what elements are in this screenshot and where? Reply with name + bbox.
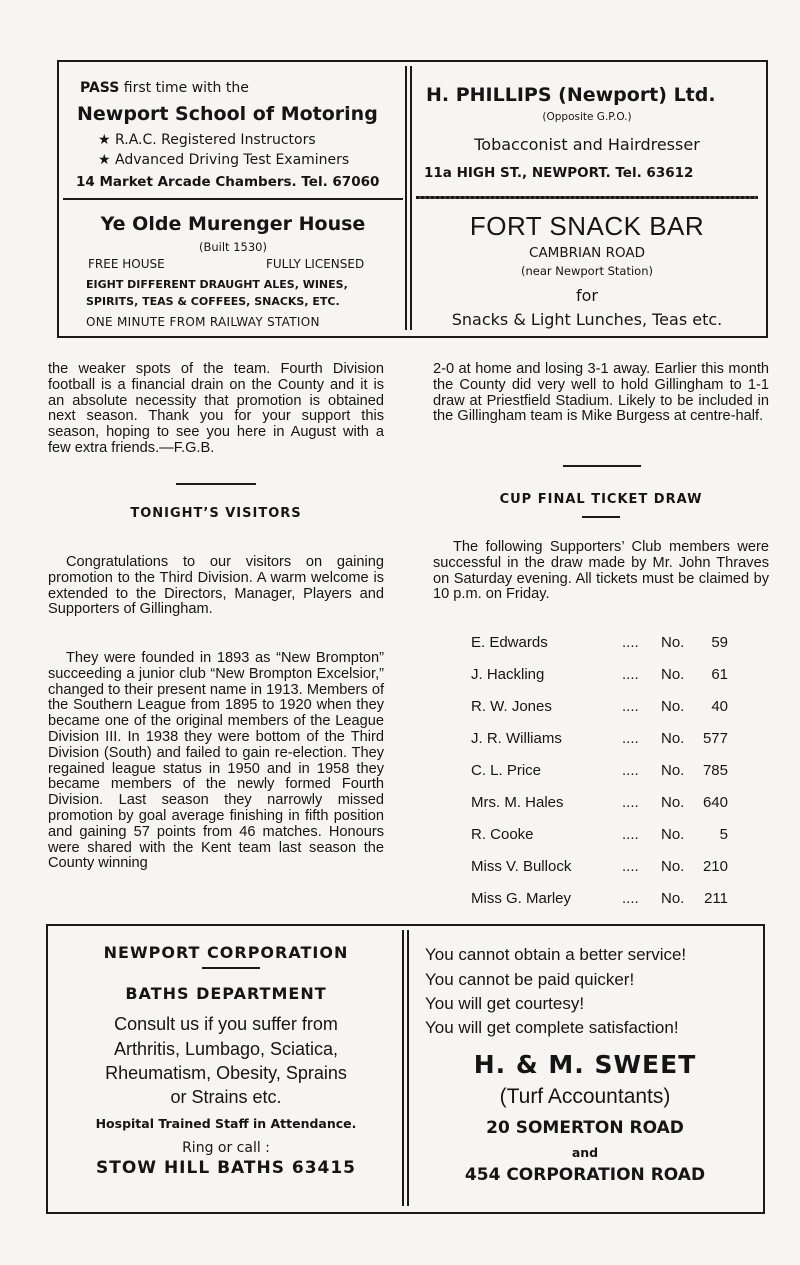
baths-phone: STOW HILL BATHS 63415 bbox=[95, 1158, 357, 1178]
baths-ring: Ring or call : bbox=[182, 1140, 270, 1156]
murenger-line: SPIRITS, TEAS & COFFEES, SNACKS, ETC. bbox=[86, 295, 340, 308]
winner-dots: .... bbox=[622, 890, 639, 907]
baths-staff: Hospital Trained Staff in Attendance. bbox=[95, 1116, 357, 1131]
winner-dots: .... bbox=[622, 826, 639, 843]
winner-number: 211 bbox=[704, 890, 728, 907]
winner-number: 61 bbox=[711, 666, 728, 683]
phillips-address: 11a HIGH ST., NEWPORT. Tel. 63612 bbox=[424, 165, 694, 181]
star-icon: ★ bbox=[98, 132, 111, 148]
draw-intro: The following Supporters’ Club members were successful in the draw made by Mr. John Thraves on Saturday evening. All tickets must be claimed by 10 p.m. on Friday. bbox=[433, 539, 769, 603]
motoring-item: ★ Advanced Driving Test Examiners bbox=[98, 152, 350, 168]
winner-dots: .... bbox=[622, 794, 639, 811]
winner-name: R. W. Jones bbox=[471, 698, 552, 715]
winner-dots: .... bbox=[622, 666, 639, 683]
left-divider bbox=[176, 483, 256, 485]
star-icon: ★ bbox=[98, 152, 111, 168]
snack-road: CAMBRIAN ROAD bbox=[529, 245, 645, 261]
murenger-licensed: FULLY LICENSED bbox=[266, 257, 365, 271]
winner-number: 785 bbox=[702, 762, 728, 779]
winner-dots: .... bbox=[622, 858, 639, 875]
winner-number: 577 bbox=[702, 730, 728, 747]
winner-no: No. bbox=[661, 762, 685, 779]
winner-no: No. bbox=[661, 826, 685, 843]
winner-name: J. Hackling bbox=[471, 666, 545, 683]
top-advert-divider bbox=[410, 66, 412, 330]
sweet-line: You cannot be paid quicker! bbox=[425, 970, 635, 989]
winner-dots: .... bbox=[622, 698, 639, 715]
winner-dots: .... bbox=[622, 762, 639, 779]
sweet-and: and bbox=[571, 1145, 599, 1160]
winner-dots: .... bbox=[622, 730, 639, 747]
sweet-trade: (Turf Accountants) bbox=[499, 1085, 671, 1108]
winner-name: Miss G. Marley bbox=[471, 890, 572, 907]
draw-heading: CUP FINAL TICKET DRAW bbox=[499, 492, 703, 507]
winner-name: J. R. Williams bbox=[471, 730, 562, 747]
phillips-trade: Tobacconist and Hairdresser bbox=[474, 135, 700, 154]
murenger-footer: ONE MINUTE FROM RAILWAY STATION bbox=[86, 315, 320, 329]
winner-no: No. bbox=[661, 858, 685, 875]
winner-no: No. bbox=[661, 666, 685, 683]
visitors-history: They were founded in 1893 as “New Brompton” succeeding a junior club “New Brompton Excelsior,” changed to their present name in 1913. Members of the Southern League from 1895 to 1920 when they became one of the original members of the League Division III. In 1938 they were bottom of the Third Division (South) and failed to gain re-election. They regained league status in 1950 and in 1958 they became members of the newly formed Fourth Division. Last season they narrowly missed promotion by goal average finishing in fifth position and gaining 57 points from 46 matches. Honours were shared with the Kent team last season the County winning bbox=[48, 650, 384, 872]
winner-no: No. bbox=[661, 890, 685, 907]
winner-number: 40 bbox=[711, 698, 728, 715]
murenger-free-house: FREE HOUSE bbox=[88, 257, 165, 271]
winner-no: No. bbox=[661, 698, 685, 715]
winner-number: 210 bbox=[702, 858, 728, 875]
bottom-advert-divider bbox=[402, 930, 404, 1206]
winner-no: No. bbox=[661, 634, 685, 651]
snack-name: FORT SNACK BAR bbox=[469, 211, 705, 241]
winner-number: 640 bbox=[702, 794, 728, 811]
sweet-address: 454 CORPORATION ROAD bbox=[464, 1165, 706, 1185]
baths-line: Rheumatism, Obesity, Sprains bbox=[105, 1063, 347, 1083]
sweet-address: 20 SOMERTON ROAD bbox=[486, 1118, 684, 1138]
baths-line: Consult us if you suffer from bbox=[114, 1014, 338, 1034]
winner-no: No. bbox=[661, 730, 685, 747]
baths-line: Arthritis, Lumbago, Sciatica, bbox=[113, 1039, 339, 1059]
right-intro: 2-0 at home and losing 3-1 away. Earlier this month the County did very well to hold Gillingham to 1-1 draw at Priestfield Stadium. Likely to be included in the Gillingham team is Mike Burgess at centre-half. bbox=[433, 361, 769, 425]
baths-dept: BATHS DEPARTMENT bbox=[125, 984, 327, 1003]
snack-near: (near Newport Station) bbox=[521, 264, 653, 278]
winner-name: E. Edwards bbox=[471, 634, 548, 651]
draw-heading-underline bbox=[582, 516, 620, 518]
sweet-line: You cannot obtain a better service! bbox=[425, 945, 687, 964]
murenger-line: EIGHT DIFFERENT DRAUGHT ALES, WINES, bbox=[86, 278, 348, 291]
sweet-name: H. & M. SWEET bbox=[473, 1050, 697, 1079]
sweet-line: You will get complete satisfaction! bbox=[425, 1018, 679, 1037]
sweet-line: You will get courtesy! bbox=[425, 994, 585, 1013]
baths-line: or Strains etc. bbox=[170, 1087, 282, 1107]
motoring-name: Newport School of Motoring bbox=[77, 103, 378, 125]
winner-number: 5 bbox=[719, 826, 728, 843]
right-divider bbox=[563, 465, 641, 467]
winner-dots: .... bbox=[622, 634, 639, 651]
winner-name: Mrs. M. Hales bbox=[471, 794, 564, 811]
murenger-name: Ye Olde Murenger House bbox=[100, 213, 366, 235]
visitors-para: Congratulations to our visitors on gaining promotion to the Third Division. A warm welcome is extended to the Directors, Manager, Players and Supporters of Gillingham. bbox=[48, 554, 384, 618]
motoring-item: ★ R.A.C. Registered Instructors bbox=[98, 132, 316, 148]
visitors-heading: TONIGHT’S VISITORS bbox=[130, 506, 302, 521]
winner-name: C. L. Price bbox=[471, 762, 542, 779]
winner-name: Miss V. Bullock bbox=[471, 858, 572, 875]
motoring-address: 14 Market Arcade Chambers. Tel. 67060 bbox=[76, 174, 380, 190]
baths-org: NEWPORT CORPORATION bbox=[103, 943, 349, 962]
winner-no: No. bbox=[661, 794, 685, 811]
snack-menu: Snacks & Light Lunches, Teas etc. bbox=[451, 310, 723, 329]
murenger-built: (Built 1530) bbox=[199, 240, 267, 254]
left-intro: the weaker spots of the team. Fourth Division football is a financial drain on the County and it is an absolute necessity that promotion is obtained next season. Thank you for your support this season, hoping to see you here in August with a few extra friends.—F.G.B. bbox=[48, 361, 384, 456]
motoring-rule bbox=[63, 198, 403, 200]
top-advert-divider bbox=[405, 66, 407, 330]
motoring-intro: PASS first time with the bbox=[80, 80, 249, 96]
bottom-advert-divider bbox=[407, 930, 409, 1206]
phillips-name: H. PHILLIPS (Newport) Ltd. bbox=[426, 84, 716, 106]
winner-name: R. Cooke bbox=[471, 826, 534, 843]
snack-for: for bbox=[576, 286, 598, 305]
phillips-rule bbox=[416, 196, 758, 199]
phillips-sub: (Opposite G.P.O.) bbox=[542, 111, 632, 123]
winner-number: 59 bbox=[711, 634, 728, 651]
baths-rule bbox=[202, 967, 260, 969]
